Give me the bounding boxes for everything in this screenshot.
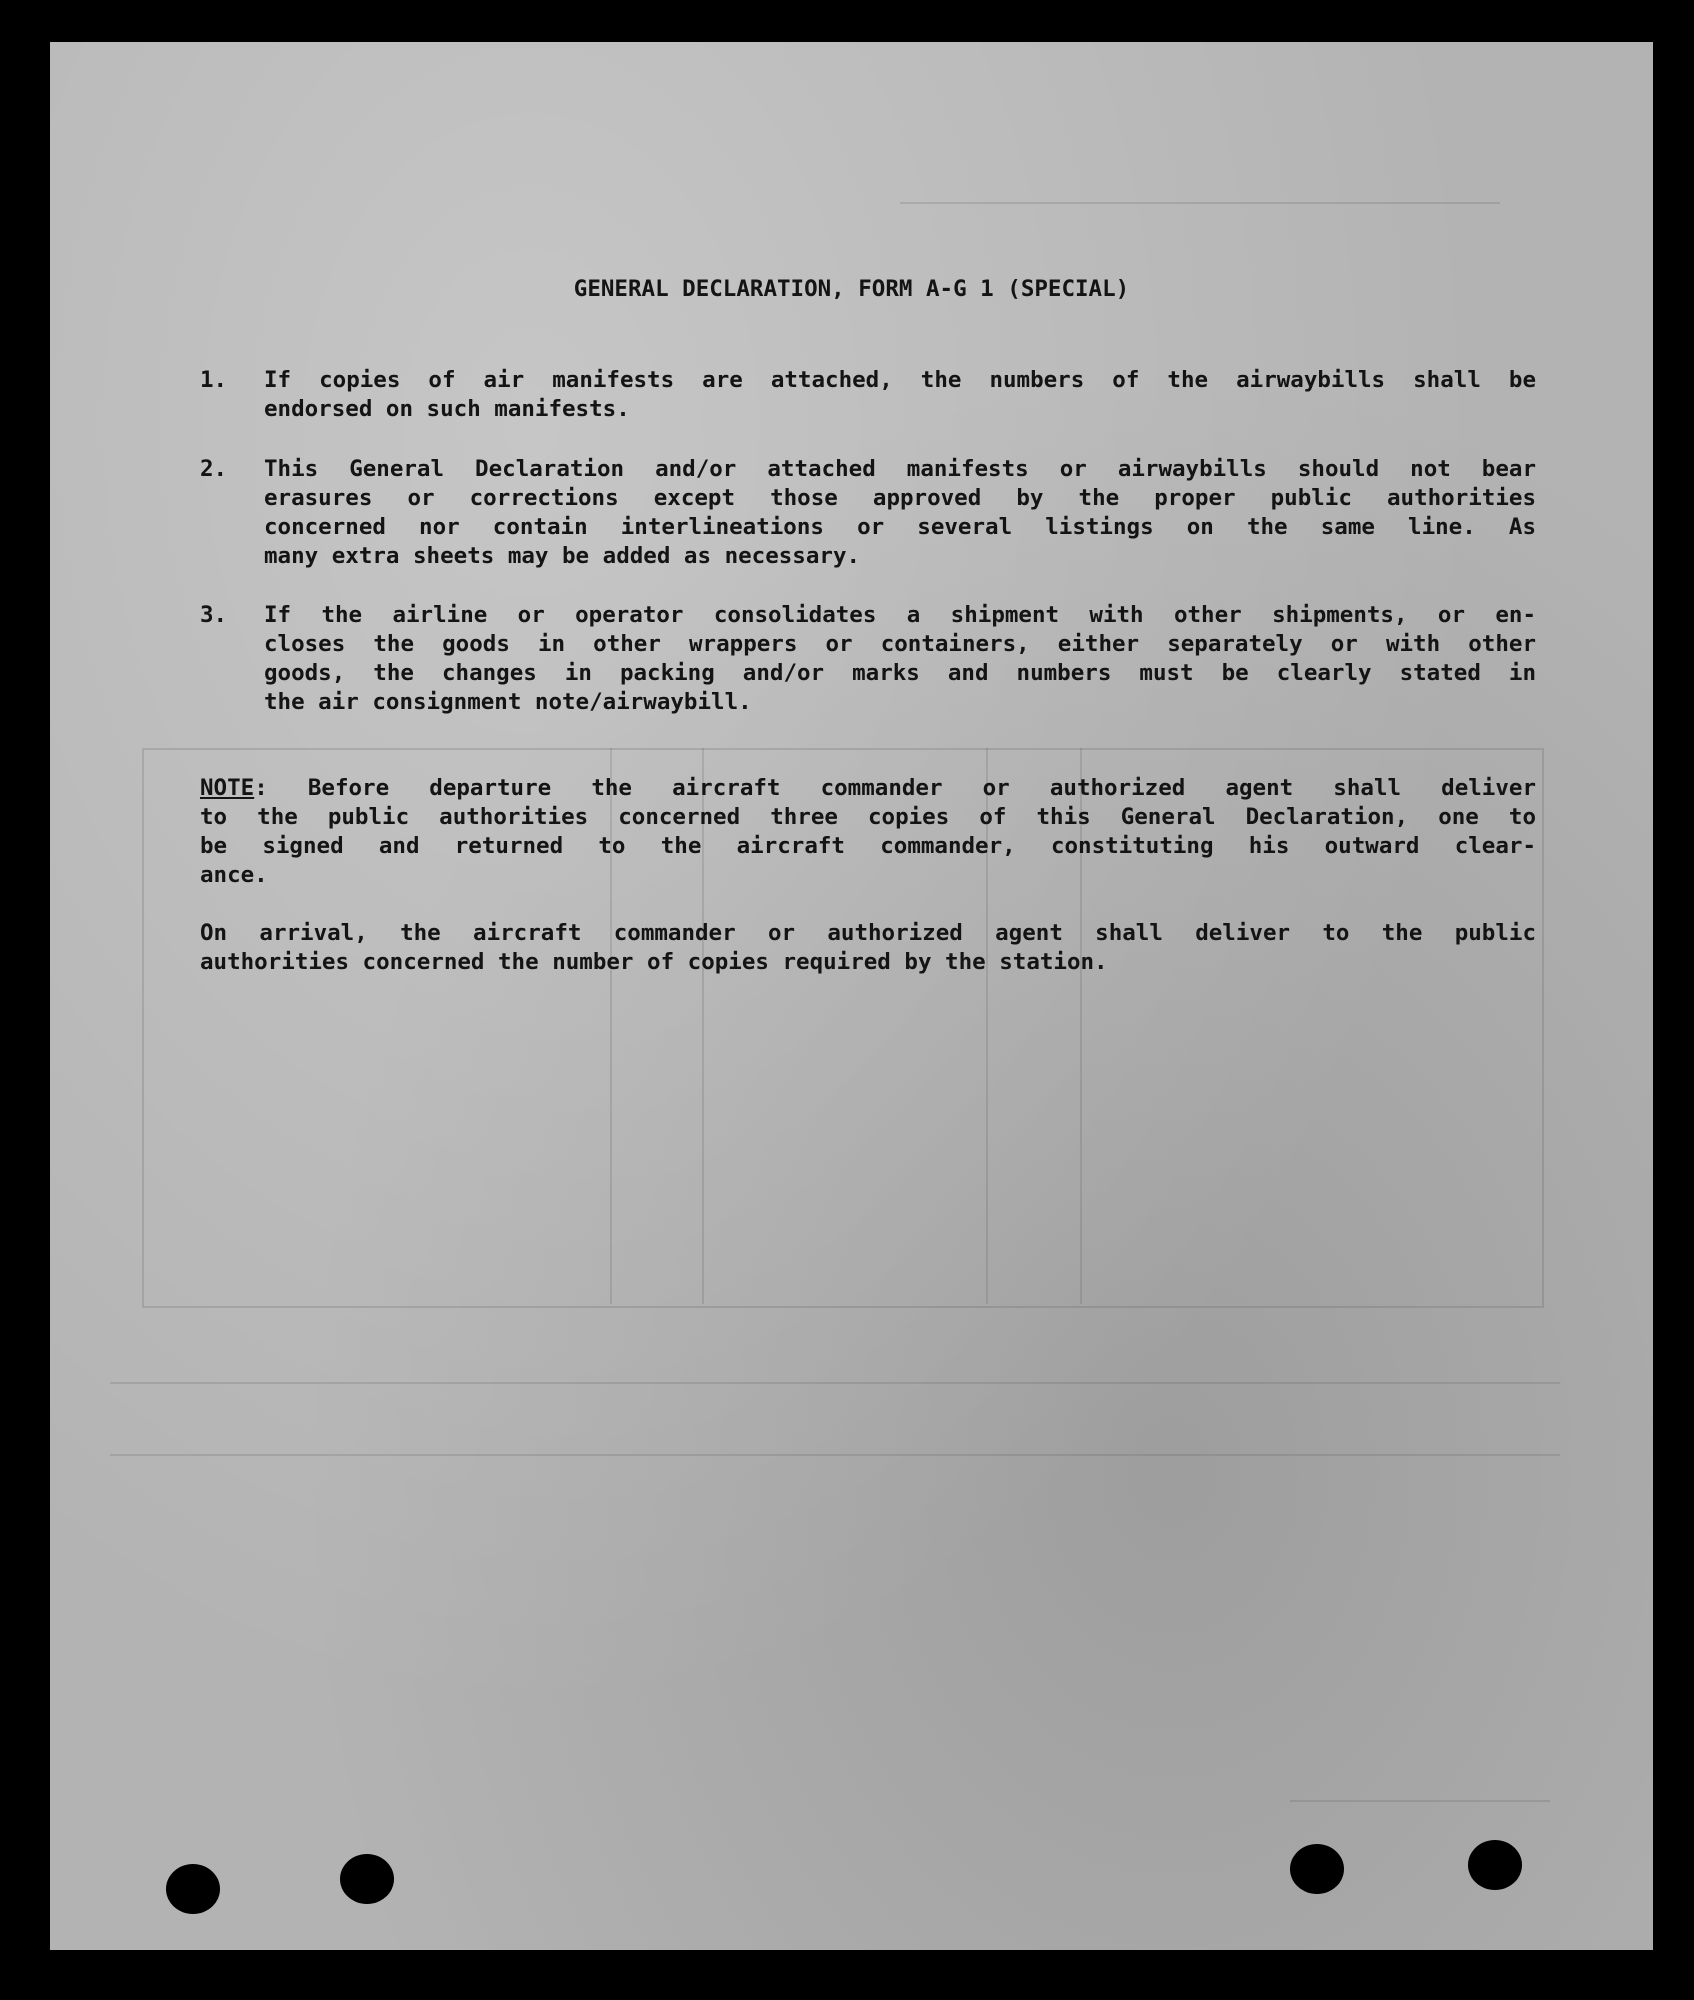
item-text-line: If copies of air manifests are attached, the numbers of the airwaybills shall be [264,367,1536,393]
punch-hole [1290,1844,1344,1894]
item-text-line: many extra sheets may be added as necessary. [264,543,861,569]
punch-hole [1468,1840,1522,1890]
punch-hole [340,1854,394,1904]
item-number: 3. [200,602,228,628]
show-through-rule [1290,1800,1550,1802]
note-text-line: to the public authorities concerned three copies of this General Declaration, one to [200,804,1536,830]
note-first-line [200,774,1536,803]
item-text-line: the air consignment note/airwaybill. [264,689,752,715]
item-number: 1. [200,367,228,393]
show-through-rule [900,202,1500,204]
item-text-line: goods, the changes in packing and/or marks and numbers must be clearly stated in [264,660,1536,686]
item-number: 2. [200,456,228,482]
item-text-line: If the airline or operator consolidates a shipment with other shipments, or en- [264,602,1536,628]
page-title: GENERAL DECLARATION, FORM A-G 1 (SPECIAL) [573,276,1130,302]
note-text-line: ance. [200,862,268,888]
show-through-rule [110,1382,1560,1384]
item-text-line: This General Declaration and/or attached manifests or airwaybills should not bear [264,456,1536,482]
note-first-line-text: : Before departure the aircraft commander or authorized agent shall deliver [254,775,1536,801]
item-text-line: endorsed on such manifests. [264,396,630,422]
punch-hole [166,1864,220,1914]
item-text-line: concerned nor contain interlineations or several listings on the same line. As [264,514,1536,540]
note-text-line: be signed and returned to the aircraft commander, constituting his outward clear- [200,833,1536,859]
arrival-text-line: authorities concerned the number of copies required by the station. [200,949,1108,975]
document-page [50,42,1653,1950]
item-text-line: erasures or corrections except those approved by the proper public authorities [264,485,1536,511]
item-text-line: closes the goods in other wrappers or containers, either separately or with other [264,631,1536,657]
show-through-rule [110,1454,1560,1456]
note-label: NOTE [200,775,255,801]
arrival-text-line: On arrival, the aircraft commander or authorized agent shall deliver to the public [200,920,1536,946]
